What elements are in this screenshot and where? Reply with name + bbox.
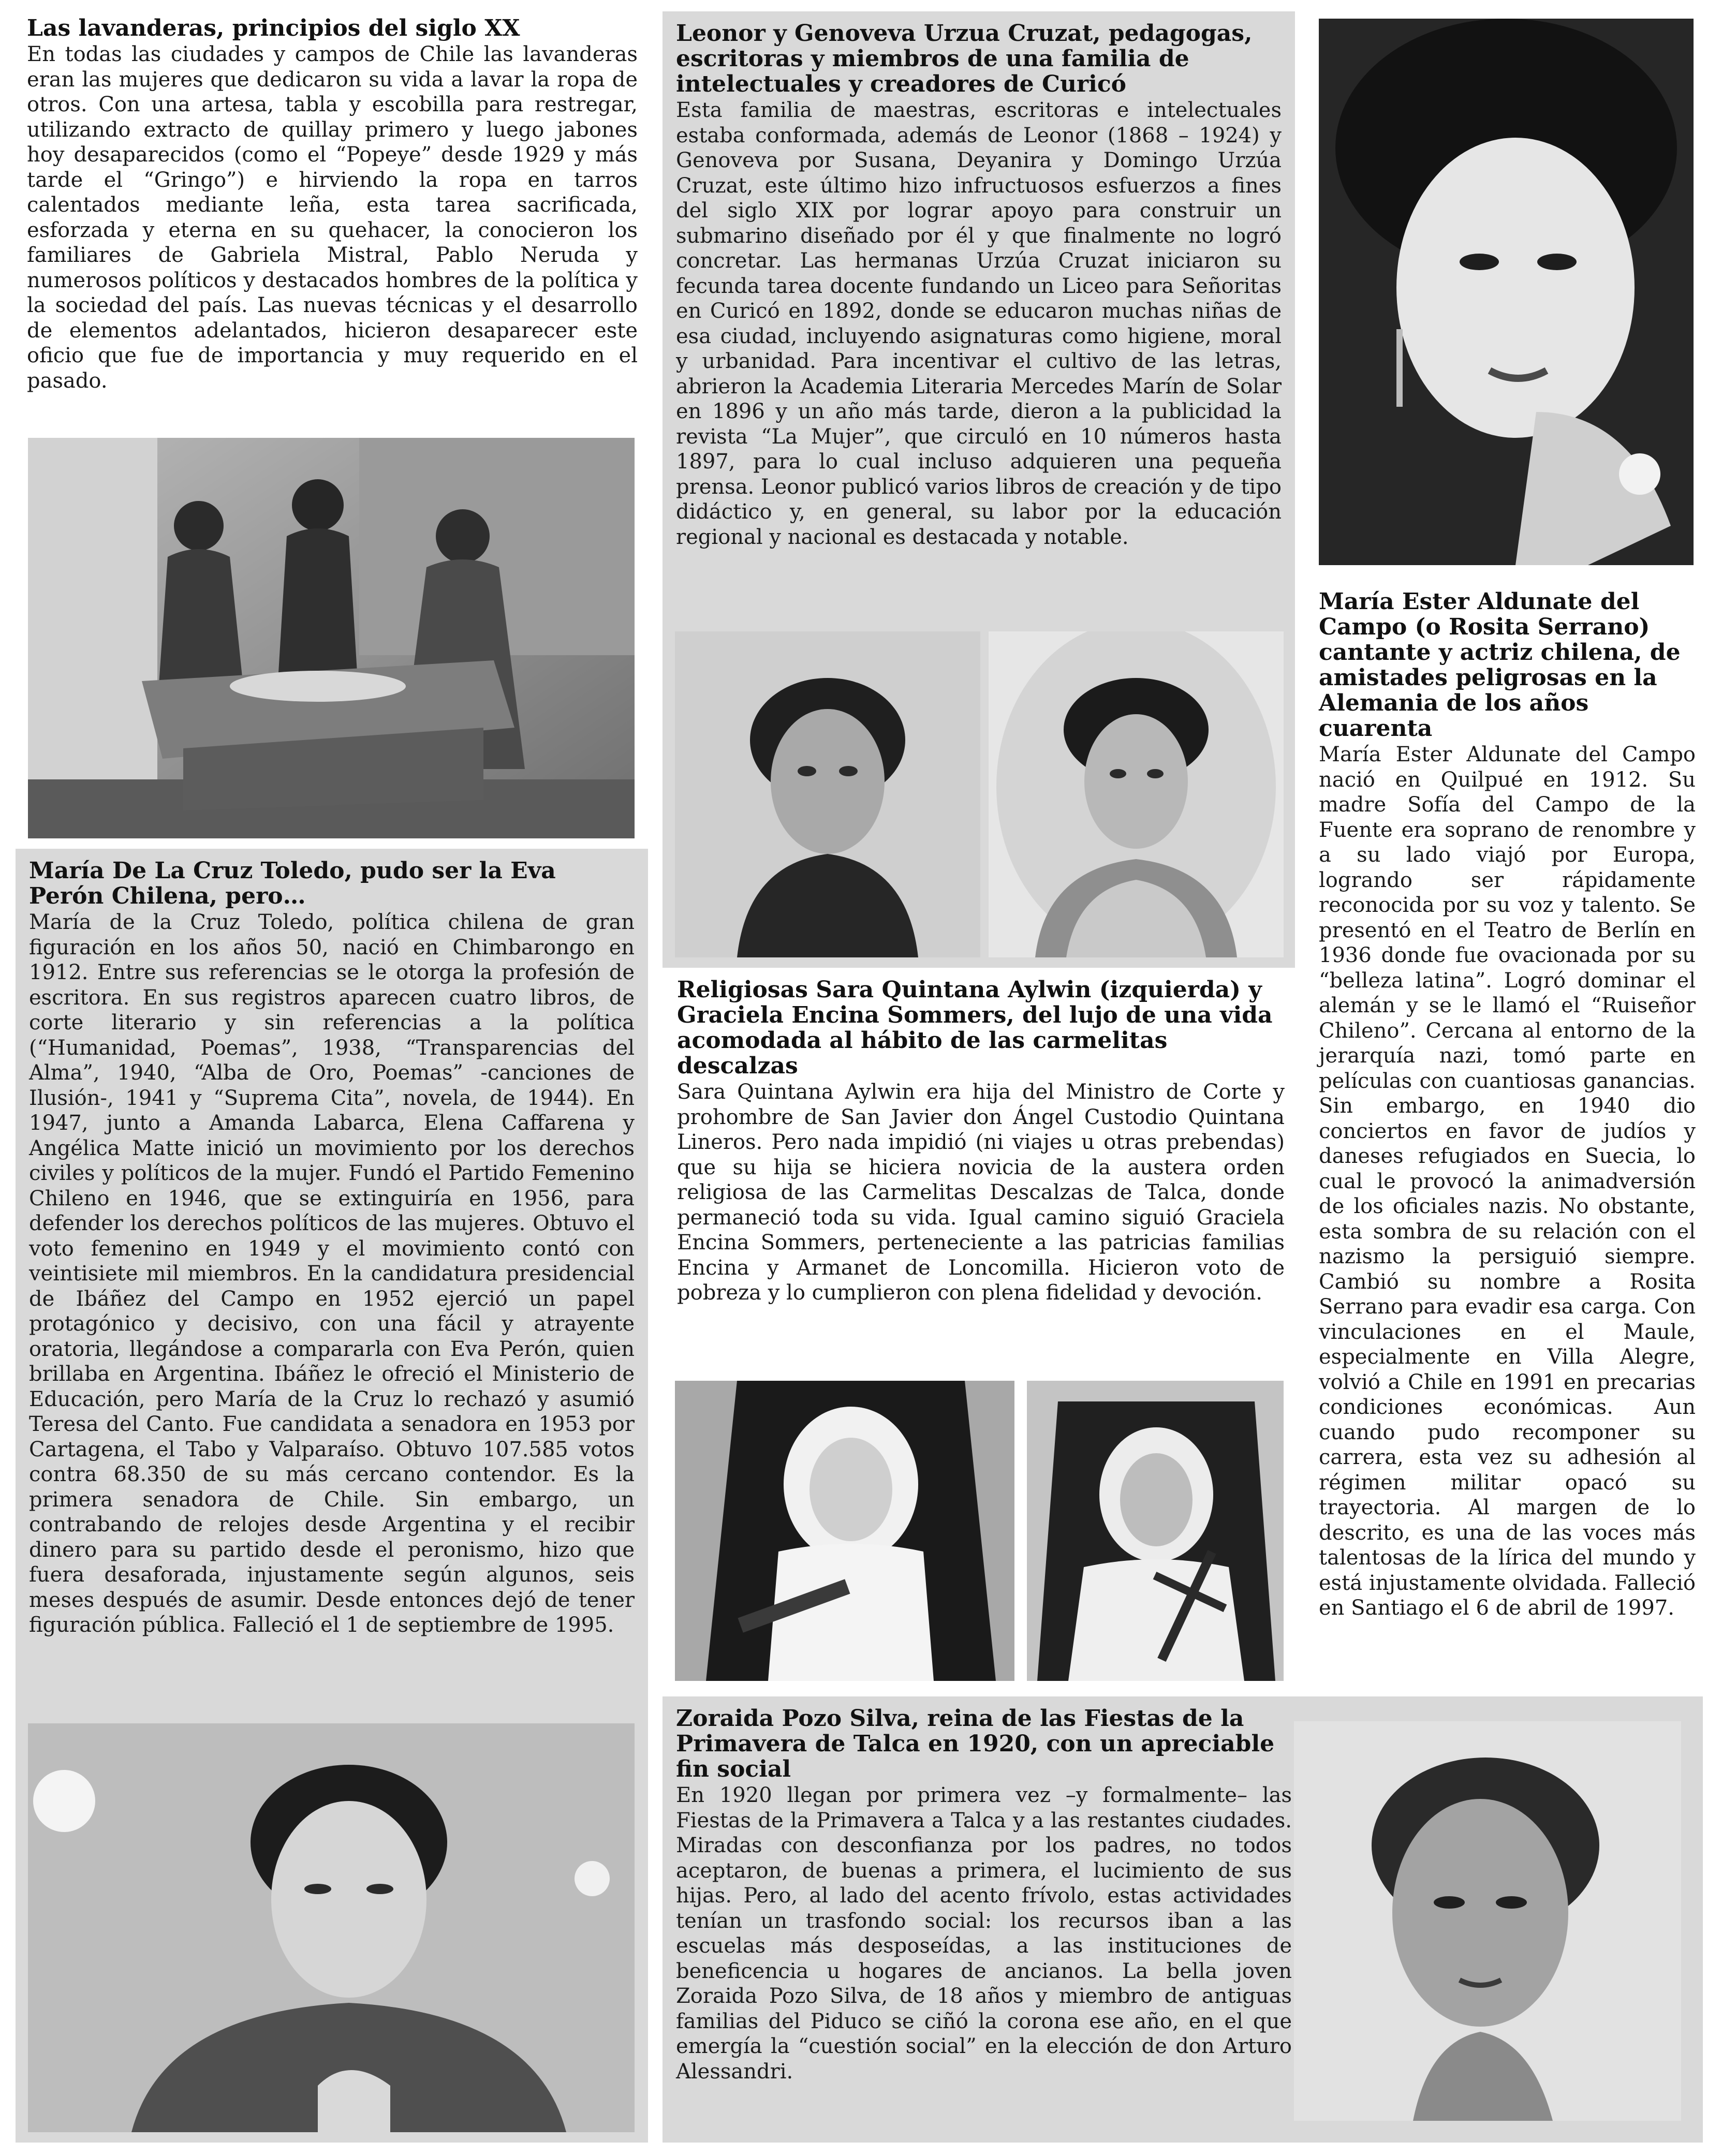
article-title: Leonor y Genoveva Urzua Cruzat, pedagogas, escritoras y miembros de una familia de intelectuales y creadores de Curicó: [676, 20, 1253, 97]
article-body: En 1920 llegan por primera vez –y formalmente– las Fiestas de la Primavera a Talca y a las restantes ciudades. Miradas con desconfianza por los padres, no todos aceptaron, de buenas a primera, el lucimiento de sus hijas. Pero, al lado del acento frívolo, estas actividades tenían un trasfondo social: los recursos iban a las escuelas más desposeídas, a las instituciones de beneficencia u hogares de ancianos. La bella joven Zoraida Pozo Silva, de 18 años y miembro de antiguas familias del Piduco se ciñó la corona ese año, en el que emergía la “cuestión social” en la elección de don Arturo Alessandri.: [676, 1783, 1292, 2084]
article-rosita-serrano: [1308, 585, 1702, 1672]
photo-rosita-serrano: [1319, 19, 1694, 565]
photo-washerwomen: [28, 438, 635, 838]
photo-sara-quintana: [675, 1381, 1014, 1681]
article-title: Zoraida Pozo Silva, reina de las Fiestas de la Primavera de Talca en 1920, con un apreciable fin social: [676, 1705, 1275, 1782]
photo-zoraida-pozo: [1294, 1721, 1681, 2121]
article-title: Las lavanderas, principios del siglo XX: [27, 15, 520, 41]
article-body: María de la Cruz Toledo, política chilena de gran figuración en los años 50, nació en Chimbarongo en 1912. Entre sus referencias se le otorga la profesión de escritora. En sus registros aparecen cuatro libros, de corte literario y sin referencias a la política (“Humanidad, Poemas”, 1938, “Transparencias del Alma”, 1940, “Alba de Oro, Poemas” -canciones de Ilusión-, 1941 y “Suprema Cita”, novela, de 1944). En 1947, junto a Amanda Labarca, Elena Caffarena y Angélica Matte inició un movimiento por los derechos civiles y políticos de la mujer. Fundó el Partido Femenino Chileno en 1946, que se extinguiría en 1956, para defender los derechos políticos de las mujeres. Obtuvo el voto femenino en 1949 y el movimiento contó con veintisiete mil miembros. En la candidatura presidencial de Ibáñez del Campo en 1952 ejerció un papel protagónico y decisivo, con una fácil y atrayente oratoria, llegándose a compararla con Eva Perón, quien brillaba en Argentina. Ibáñez le ofreció el Ministerio de Educación, pero María de la Cruz lo rechazó y asumió Teresa del Canto. Fue candidata a senadora en 1953 por Cartagena, el Tabo y Valparaíso. Obtuvo 107.585 votos contra 68.350 de su más cercano contendor. Es la primera senadora de Chile. Sin embargo, un contrabando de relojes desde Argentina y el recibir dinero para su partido desde el peronismo, hizo que fuera desaforada, injustamente según algunos, seis meses después de asumir. Desde entonces dejó de tener figuración pública. Falleció el 1 de septiembre de 1995.: [29, 910, 635, 1637]
article-body: Esta familia de maestras, escritoras e intelectuales estaba conformada, además de Leonor (1868 – 1924) y Genoveva por Susana, Deyanira y Domingo Urzúa Cruzat, este último hizo infructuosos esfuerzos a fines del siglo XIX por lograr apoyo para construir un submarino diseñado por él y que finalmente no logró concretar. Las hermanas Urzúa Cruzat iniciaron su fecunda tarea docente fundando un Liceo para Señoritas en Curicó en 1892, donde se educaron muchas niñas de esa ciudad, incluyendo asignaturas como higiene, moral y urbanidad. Para incentivar el cultivo de las letras, abrieron la Academia Literaria Mercedes Marín de Solar en 1896 y un año más tarde, dieron a la publicidad la revista “La Mujer”, que circuló en 10 números hasta 1897, para lo cual incluso adquieren una pequeña prensa. Leonor publicó varios libros de creación y de tipo didáctico y, en general, su labor por la educación regional y nacional es destacada y notable.: [676, 98, 1282, 549]
photo-genoveva-urzua: [989, 631, 1284, 957]
article-religiosas: [665, 972, 1295, 1365]
photo-leonor-urzua: [675, 631, 980, 957]
photo-maria-de-la-cruz: [28, 1723, 635, 2132]
article-title: Religiosas Sara Quintana Aylwin (izquierda) y Graciela Encina Sommers, del lujo de una vida acomodada al hábito de las carmelitas descalzas: [677, 977, 1273, 1079]
article-body: Sara Quintana Aylwin era hija del Ministro de Corte y prohombre de San Javier don Ángel Custodio Quintana Lineros. Pero nada impidió (ni viajes u otras prebendas) que su hija se hiciera novicia de la austera orden religiosa de las Carmelitas Descalzas de Talca, donde permaneció toda su vida. Igual camino siguió Graciela Encina Sommers, perteneciente a las patricias familias Encina y Armanet de Loncomilla. Hicieron voto de pobreza y lo cumplieron con plena fidelidad y devoción.: [677, 1080, 1285, 1305]
photo-graciela-encina: [1027, 1381, 1284, 1681]
article-title: María De La Cruz Toledo, pudo ser la Eva Perón Chilena, pero…: [29, 858, 556, 909]
article-title: María Ester Aldunate del Campo (o Rosita Serrano) cantante y actriz chilena, de amistades peligrosas en la Alemania de los años cuarenta: [1319, 588, 1681, 742]
article-body: En todas las ciudades y campos de Chile las lavanderas eran las mujeres que dedicaron su vida a lavar la ropa de otros. Con una artesa, tabla y escobilla para restregar, utilizando extracto de quillay primero y luego jabones hoy desaparecidos (como el “Popeye” desde 1929 y más tarde el “Gringo”) e hirviendo la ropa en tarros calentados mediante leña, esta tarea sacrificada, esforzada y eterna en su quehacer, la conocieron los familiares de Gabriela Mistral, Pablo Neruda y numerosos políticos y destacados hombres de la política y la sociedad del país. Las nuevas técnicas y el desarrollo de elementos adelantados, hicieron desaparecer este oficio que fue de importancia y muy requerido en el pasado.: [27, 42, 638, 393]
article-body: María Ester Aldunate del Campo nació en Quilpué en 1912. Su madre Sofía del Campo de la Fuente era soprano de renombre y a su lado viajó por Europa, logrando ser rápidamente reconocida por su voz y talento. Se presentó en el Teatro de Berlín en 1936 donde fue ovacionada por su “belleza latina”. Logró dominar el alemán y se le llamó el “Ruiseñor Chileno”. Cercana al entorno de la jerarquía nazi, tomó parte en películas con cuantiosas ganancias. Sin embargo, en 1940 dio conciertos en favor de judíos y daneses refugiados en Suecia, lo cual le provocó la animadversión de los oficiales nazis. No obstante, esta sombra de su relación con el nazismo la persiguió siempre. Cambió su nombre a Rosita Serrano para evadir esa carga. Con vinculaciones en el Maule, especialmente en Villa Alegre, volvió a Chile en 1991 en precarias condiciones económicas. Aun cuando pudo recomponer su carrera, esta vez su adhesión al régimen militar opacó su trayectoria. Al margen de lo descrito, es una de las voces más talentosas de la lírica del mundo y está injustamente olvidada. Falleció en Santiago el 6 de abril de 1997.: [1319, 743, 1696, 1620]
article-lavanderas: [16, 11, 648, 436]
